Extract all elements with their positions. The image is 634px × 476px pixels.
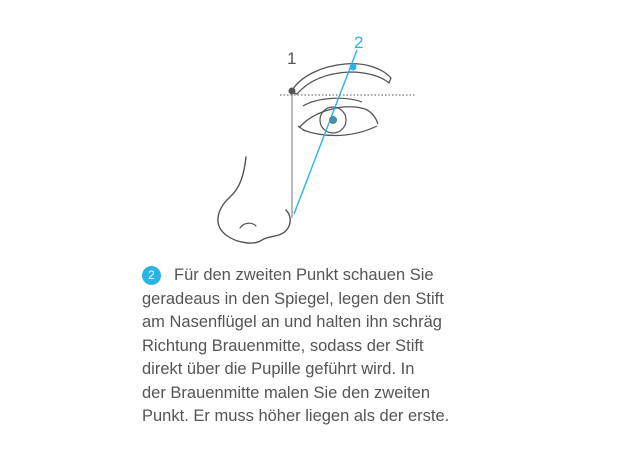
instruction-line-7: Punkt. Er muss höher liegen als der erste. [142, 407, 450, 425]
diagonal-pencil-line [294, 50, 357, 214]
eye-inner-corner [298, 126, 305, 131]
instruction-line-4: Richtung Brauenmitte, sodass der Stift [142, 336, 424, 355]
instruction-line-1 [142, 264, 582, 288]
eye-crease [303, 98, 362, 106]
point-2-marker [350, 64, 357, 71]
instruction-line-2: geradeaus in den Spiegel, legen den Stift [142, 289, 444, 308]
eyebrow-outline [291, 64, 391, 94]
nose-outline [218, 157, 290, 243]
nostril [240, 223, 256, 228]
instruction-line-1-text: Für den zweiten Punkt schauen Sie [174, 266, 434, 284]
pupil-marker [329, 116, 337, 124]
step-instruction [142, 264, 582, 429]
step-number-badge: 2 [142, 266, 161, 285]
instruction-line-3: am Nasenflügel an und halten ihn schräg [142, 313, 442, 331]
eye-upper-lid [299, 107, 378, 128]
point-1-marker [289, 88, 296, 95]
instruction-line-5: direkt über die Pupille geführt wird. In [142, 360, 415, 378]
instruction-line-6: der Brauenmitte malen Sie den zweiten [142, 383, 430, 402]
point-1-label: 1 [287, 49, 297, 68]
point-2-label: 2 [354, 33, 364, 52]
